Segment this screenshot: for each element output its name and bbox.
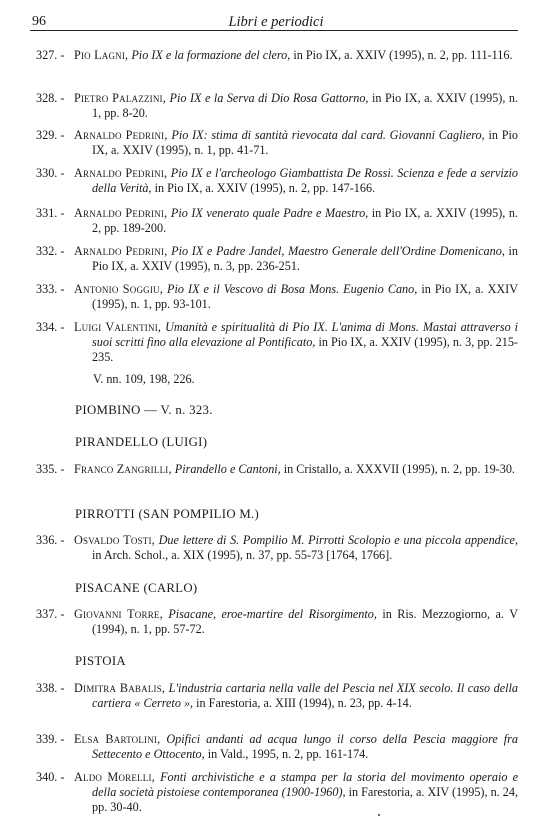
entry-title: Pio IX venerato quale Padre e Maestro, <box>170 206 369 220</box>
entry-author: Arnaldo Pedrini, <box>74 166 168 180</box>
entry-title: Due lettere di S. Pompilio M. Pirrotti Scolopio e una piccola appendice, <box>158 533 519 547</box>
bibliography-entry <box>36 681 518 711</box>
entry-citation: in Vald., 1995, n. 2, pp. 161-174. <box>207 747 369 761</box>
bibliography-entry <box>36 770 518 815</box>
entry-title: Pio IX e la formazione del clero, <box>131 48 291 62</box>
entry-author: Elsa Bartolini, <box>74 732 161 746</box>
entry-number: 328. - <box>36 91 65 105</box>
bibliography-entry <box>36 128 518 158</box>
entry-title: Opifici andanti ad acqua lungo il corso della Pescia maggiore fra Settecento e Ottocento, <box>92 732 518 761</box>
entry-title: Pirandello e Cantoni, <box>174 462 281 476</box>
page-number: 96 <box>32 14 46 29</box>
entry-author: Luigi Valentini, <box>74 320 162 334</box>
entry-number: 340. - <box>36 770 65 784</box>
entry-citation: in Pio IX, a. XXIV (1995), n. 2, pp. 111-116. <box>293 48 513 62</box>
entry-author: Dimitra Babalis, <box>74 681 166 695</box>
entry-author: Osvaldo Tosti, <box>74 533 155 547</box>
entry-title: Pio IX e la Serva di Dio Rosa Gattorno, <box>169 91 369 105</box>
see-also-reference: V. nn. 109, 198, 226. <box>93 372 195 386</box>
entry-author: Arnaldo Pedrini, <box>74 244 168 258</box>
bibliography-entry <box>36 91 518 121</box>
bibliography-entry <box>36 462 518 477</box>
entry-citation: in Farestoria, a. XIV (1995), n. 24, pp. 30-40. <box>92 785 519 814</box>
entry-author: Giovanni Torre, <box>74 607 163 621</box>
entry-citation: in Farestoria, a. XIII (1994), n. 23, pp. 4-14. <box>196 696 412 710</box>
entry-citation: in Pio IX, a. XXIV (1995), n. 1, pp. 8-20. <box>92 91 519 120</box>
entry-number: 330. - <box>36 166 65 180</box>
running-title: Libri e periodici <box>228 14 324 30</box>
entry-title: L'industria cartaria nella valle del Pescia nel XIX secolo. Il caso della cartiera « Cerreto », <box>92 681 518 710</box>
bibliography-entry <box>36 244 518 274</box>
entry-number: 327. - <box>36 48 65 62</box>
entry-number: 339. - <box>36 732 65 746</box>
print-speck <box>378 814 380 816</box>
section-heading-pistoia: PISTOIA <box>75 654 126 668</box>
entry-number: 335. - <box>36 462 65 476</box>
entry-author: Antonio Soggiu, <box>74 282 163 296</box>
section-heading-pirandello: PIRANDELLO (LUIGI) <box>75 435 208 449</box>
bibliography-entry <box>36 48 518 63</box>
section-heading-pisacane: PISACANE (CARLO) <box>75 581 198 595</box>
entry-citation: in Pio IX, a. XXIV (1995), n. 3, pp. 215-235. <box>92 335 518 364</box>
bibliography-entry <box>36 732 518 762</box>
bibliography-entry <box>36 607 518 637</box>
entry-title: Pisacane, eroe-martire del Risorgimento, <box>168 607 377 621</box>
entry-number: 333. - <box>36 282 65 296</box>
entry-citation: in Ris. Mezzogiorno, a. V (1994), n. 1, pp. 57-72. <box>92 607 518 636</box>
entry-number: 336. - <box>36 533 65 547</box>
entry-author: Aldo Morelli, <box>74 770 155 784</box>
entry-citation: in Pio IX, a. XXIV (1995), n. 1, pp. 93-101. <box>92 282 519 311</box>
entry-number: 331. - <box>36 206 65 220</box>
entry-number: 337. - <box>36 607 65 621</box>
entry-number: 334. - <box>36 320 65 334</box>
section-heading-pirrotti: PIRROTTI (SAN POMPILIO M.) <box>75 507 260 521</box>
entry-title: Pio IX e l'archeologo Giambattista De Rossi. Scienza e fede a servizio della Verità, <box>92 166 519 195</box>
entry-author: Arnaldo Pedrini, <box>74 128 168 142</box>
entry-citation: in Cristallo, a. XXXVII (1995), n. 2, pp. 19-30. <box>283 462 515 476</box>
entry-author: Pietro Palazzini, <box>74 91 166 105</box>
entry-number: 338. - <box>36 681 65 695</box>
entry-author: Franco Zangrilli, <box>74 462 172 476</box>
bibliography-entry <box>36 282 518 312</box>
entry-title: Umanità e spiritualità di Pio IX. L'anima di Mons. Mastai attraverso i suoi scritti fino alla elevazione al Pontificato, <box>92 320 518 349</box>
entry-citation: in Arch. Schol., a. XIX (1995), n. 37, pp. 55-73 [1764, 1766]. <box>92 548 393 562</box>
header-rule <box>30 30 518 31</box>
entry-citation: in Pio IX, a. XXIV (1995), n. 1, pp. 41-71. <box>92 128 518 157</box>
entry-author: Pio Lagni, <box>74 48 129 62</box>
entry-number: 329. - <box>36 128 65 142</box>
entry-citation: in Pio IX, a. XXIV (1995), n. 2, pp. 147-166. <box>154 181 376 195</box>
entry-citation: in Pio IX, a. XXIV (1995), n. 3, pp. 236-251. <box>92 244 519 273</box>
entry-title: Pio IX e il Vescovo di Bosa Mons. Eugenio Cano, <box>167 282 418 296</box>
entry-title: Pio IX: stima di santità rievocata dal card. Giovanni Cagliero, <box>171 128 485 142</box>
bibliography-entry <box>36 320 518 365</box>
bibliography-entry <box>36 533 518 563</box>
entry-title: Pio IX e Padre Jandel, Maestro Generale dell'Ordine Domenicano, <box>171 244 505 258</box>
bibliography-entry <box>36 166 518 196</box>
section-heading-piombino: PIOMBINO — V. n. 323. <box>75 403 213 417</box>
entry-title: Fonti archivistiche e a stampa per la storia del movimento operaio e della società pistoiese contemporanea (1900-1960), <box>92 770 519 799</box>
entry-number: 332. - <box>36 244 65 258</box>
bibliography-entry <box>36 206 518 236</box>
entry-citation: in Pio IX, a. XXIV (1995), n. 2, pp. 189-200. <box>92 206 519 235</box>
entry-author: Arnaldo Pedrini, <box>74 206 168 220</box>
